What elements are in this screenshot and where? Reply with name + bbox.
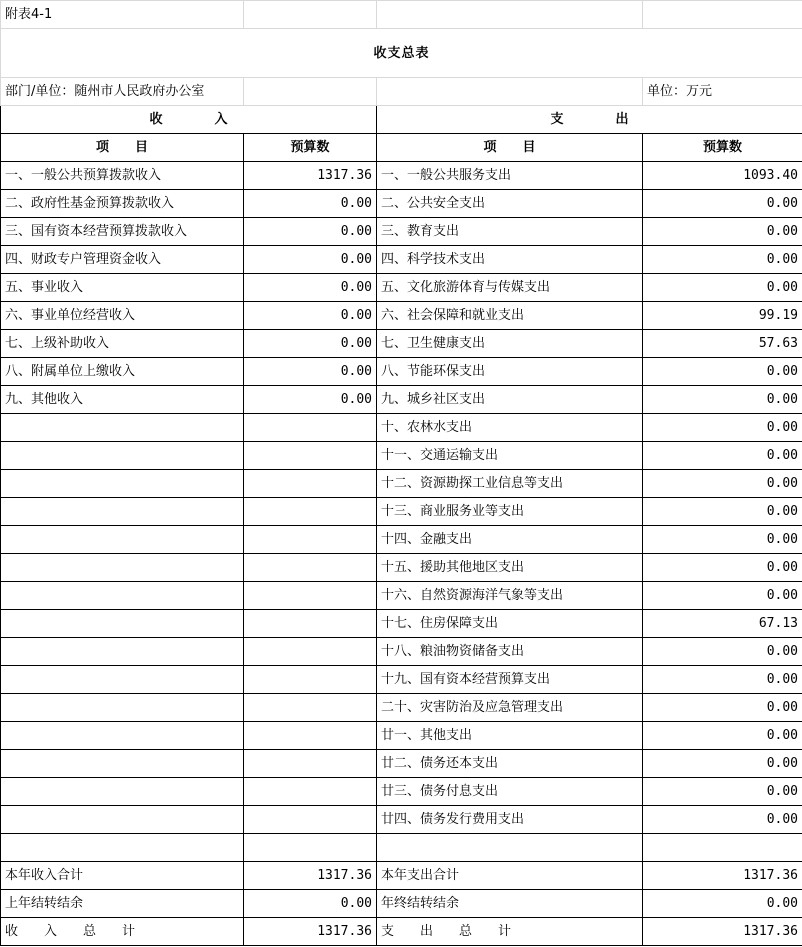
table-row	[1, 274, 802, 302]
table-row	[1, 750, 802, 778]
income-item-cell: 五、事业收入	[1, 274, 244, 302]
table-row	[1, 834, 802, 862]
expense-item-cell: 十五、援助其他地区支出	[377, 554, 643, 582]
income-budget-cell: 0.00	[244, 386, 377, 414]
table-row	[1, 386, 802, 414]
expense-item-cell: 二、公共安全支出	[377, 190, 643, 218]
table-row	[1, 778, 802, 806]
table-row	[1, 162, 802, 190]
income-budget-cell: 1317.36	[244, 918, 377, 946]
income-budget-cell	[244, 442, 377, 470]
expense-budget-cell: 0.00	[643, 750, 802, 778]
expense-budget-cell: 0.00	[643, 890, 802, 918]
total-row	[1, 918, 802, 946]
income-item-cell	[1, 414, 244, 442]
income-budget-cell: 0.00	[244, 358, 377, 386]
section-header-row	[1, 106, 802, 134]
income-budget-cell	[244, 470, 377, 498]
expense-budget-cell: 0.00	[643, 414, 802, 442]
expense-budget-cell: 0.00	[643, 190, 802, 218]
income-item-cell	[1, 582, 244, 610]
income-item-cell	[1, 806, 244, 834]
expense-item-header: 项 目	[377, 134, 643, 162]
expense-item-cell: 五、文化旅游体育与传媒支出	[377, 274, 643, 302]
table-row	[1, 582, 802, 610]
page-title: 收支总表	[1, 29, 802, 78]
income-item-cell: 九、其他收入	[1, 386, 244, 414]
expense-item-cell: 六、社会保障和就业支出	[377, 302, 643, 330]
expense-budget-cell: 1317.36	[643, 918, 802, 946]
income-budget-cell: 0.00	[244, 890, 377, 918]
info-row	[1, 78, 802, 106]
dept-label: 部门/单位：随州市人民政府办公室	[1, 78, 244, 106]
expense-item-cell: 四、科学技术支出	[377, 246, 643, 274]
income-item-header: 项 目	[1, 134, 244, 162]
table-row	[1, 638, 802, 666]
expense-item-cell: 本年支出合计	[377, 862, 643, 890]
income-item-cell: 三、国有资本经营预算拨款收入	[1, 218, 244, 246]
expense-budget-cell: 0.00	[643, 358, 802, 386]
table-row	[1, 498, 802, 526]
income-budget-cell	[244, 806, 377, 834]
table-row	[1, 246, 802, 274]
income-budget-cell	[244, 498, 377, 526]
empty-cell	[244, 78, 377, 106]
income-budget-cell: 0.00	[244, 190, 377, 218]
table-row	[1, 218, 802, 246]
income-item-cell	[1, 750, 244, 778]
income-budget-cell: 1317.36	[244, 862, 377, 890]
income-budget-cell	[244, 554, 377, 582]
income-budget-cell	[244, 694, 377, 722]
expense-item-cell: 十、农林水支出	[377, 414, 643, 442]
income-item-cell: 本年收入合计	[1, 862, 244, 890]
income-budget-cell: 0.00	[244, 218, 377, 246]
income-budget-cell	[244, 834, 377, 862]
income-item-cell	[1, 694, 244, 722]
expense-budget-cell: 0.00	[643, 554, 802, 582]
income-budget-cell	[244, 526, 377, 554]
expense-item-cell: 十一、交通运输支出	[377, 442, 643, 470]
table-row	[1, 666, 802, 694]
expense-item-cell: 十七、住房保障支出	[377, 610, 643, 638]
expense-budget-cell: 0.00	[643, 806, 802, 834]
expense-item-cell: 廿四、债务发行费用支出	[377, 806, 643, 834]
income-budget-cell	[244, 638, 377, 666]
expense-budget-cell: 0.00	[643, 666, 802, 694]
expense-item-cell: 八、节能环保支出	[377, 358, 643, 386]
expense-budget-cell: 0.00	[643, 274, 802, 302]
expense-budget-cell: 0.00	[643, 638, 802, 666]
income-budget-cell	[244, 778, 377, 806]
income-item-cell: 八、附属单位上缴收入	[1, 358, 244, 386]
income-budget-cell	[244, 722, 377, 750]
expense-item-cell: 十三、商业服务业等支出	[377, 498, 643, 526]
expense-item-cell: 七、卫生健康支出	[377, 330, 643, 358]
expense-budget-cell: 0.00	[643, 526, 802, 554]
income-item-cell: 四、财政专户管理资金收入	[1, 246, 244, 274]
table-row	[1, 358, 802, 386]
table-row	[1, 526, 802, 554]
expense-budget-header: 预算数	[643, 134, 802, 162]
expense-item-cell: 廿一、其他支出	[377, 722, 643, 750]
income-budget-cell	[244, 414, 377, 442]
expense-budget-cell: 0.00	[643, 582, 802, 610]
expense-budget-cell: 0.00	[643, 442, 802, 470]
income-item-cell: 一、一般公共预算拨款收入	[1, 162, 244, 190]
expense-item-cell	[377, 834, 643, 862]
income-item-cell	[1, 554, 244, 582]
expense-budget-cell: 1093.40	[643, 162, 802, 190]
table-row	[1, 302, 802, 330]
expense-budget-cell: 0.00	[643, 778, 802, 806]
expense-budget-cell	[643, 834, 802, 862]
table-row	[1, 722, 802, 750]
table-row	[1, 442, 802, 470]
table-row	[1, 694, 802, 722]
expense-budget-cell: 0.00	[643, 722, 802, 750]
income-budget-header: 预算数	[244, 134, 377, 162]
income-budget-cell: 0.00	[244, 246, 377, 274]
total-row	[1, 890, 802, 918]
doc-code-row	[1, 1, 802, 29]
table-row	[1, 330, 802, 358]
income-item-cell: 六、事业单位经营收入	[1, 302, 244, 330]
expense-item-cell: 一、一般公共服务支出	[377, 162, 643, 190]
table-row	[1, 470, 802, 498]
income-budget-cell: 1317.36	[244, 162, 377, 190]
table-row	[1, 554, 802, 582]
expense-budget-cell: 57.63	[643, 330, 802, 358]
expense-budget-cell: 99.19	[643, 302, 802, 330]
income-item-cell	[1, 722, 244, 750]
expense-budget-cell: 0.00	[643, 218, 802, 246]
expense-budget-cell: 0.00	[643, 386, 802, 414]
expense-item-cell: 十六、自然资源海洋气象等支出	[377, 582, 643, 610]
empty-cell	[244, 1, 377, 29]
income-item-cell	[1, 834, 244, 862]
expense-budget-cell: 0.00	[643, 246, 802, 274]
income-item-cell	[1, 638, 244, 666]
title-row	[1, 29, 802, 78]
income-budget-cell	[244, 750, 377, 778]
income-item-cell	[1, 666, 244, 694]
expense-budget-cell: 1317.36	[643, 862, 802, 890]
income-budget-cell: 0.00	[244, 274, 377, 302]
expense-section-header: 支 出	[377, 106, 802, 134]
expense-item-cell: 三、教育支出	[377, 218, 643, 246]
expense-item-cell: 廿二、债务还本支出	[377, 750, 643, 778]
table-row	[1, 610, 802, 638]
expense-item-cell: 十二、资源勘探工业信息等支出	[377, 470, 643, 498]
income-item-cell	[1, 470, 244, 498]
income-item-cell: 七、上级补助收入	[1, 330, 244, 358]
expense-item-cell: 十四、金融支出	[377, 526, 643, 554]
table-row	[1, 414, 802, 442]
income-section-header: 收 入	[1, 106, 377, 134]
unit-label: 单位：万元	[643, 78, 802, 106]
income-item-cell	[1, 778, 244, 806]
income-item-cell	[1, 526, 244, 554]
income-budget-cell: 0.00	[244, 302, 377, 330]
income-budget-cell: 0.00	[244, 330, 377, 358]
expense-item-cell: 支 出 总 计	[377, 918, 643, 946]
table-row	[1, 190, 802, 218]
income-budget-cell	[244, 666, 377, 694]
income-item-cell	[1, 498, 244, 526]
income-item-cell	[1, 610, 244, 638]
expense-item-cell: 二十、灾害防治及应急管理支出	[377, 694, 643, 722]
expense-budget-cell: 67.13	[643, 610, 802, 638]
column-header-row	[1, 134, 802, 162]
income-budget-cell	[244, 582, 377, 610]
empty-cell	[377, 78, 643, 106]
expense-item-cell: 廿三、债务付息支出	[377, 778, 643, 806]
table-row	[1, 806, 802, 834]
empty-cell	[377, 1, 643, 29]
income-item-cell: 二、政府性基金预算拨款收入	[1, 190, 244, 218]
expense-budget-cell: 0.00	[643, 694, 802, 722]
income-item-cell	[1, 442, 244, 470]
income-item-cell: 收 入 总 计	[1, 918, 244, 946]
total-row	[1, 862, 802, 890]
expense-item-cell: 九、城乡社区支出	[377, 386, 643, 414]
income-budget-cell	[244, 610, 377, 638]
expense-item-cell: 年终结转结余	[377, 890, 643, 918]
empty-cell	[643, 1, 802, 29]
expense-budget-cell: 0.00	[643, 470, 802, 498]
expense-item-cell: 十八、粮油物资储备支出	[377, 638, 643, 666]
income-item-cell: 上年结转结余	[1, 890, 244, 918]
expense-item-cell: 十九、国有资本经营预算支出	[377, 666, 643, 694]
expense-budget-cell: 0.00	[643, 498, 802, 526]
doc-code: 附表4-1	[1, 1, 244, 29]
